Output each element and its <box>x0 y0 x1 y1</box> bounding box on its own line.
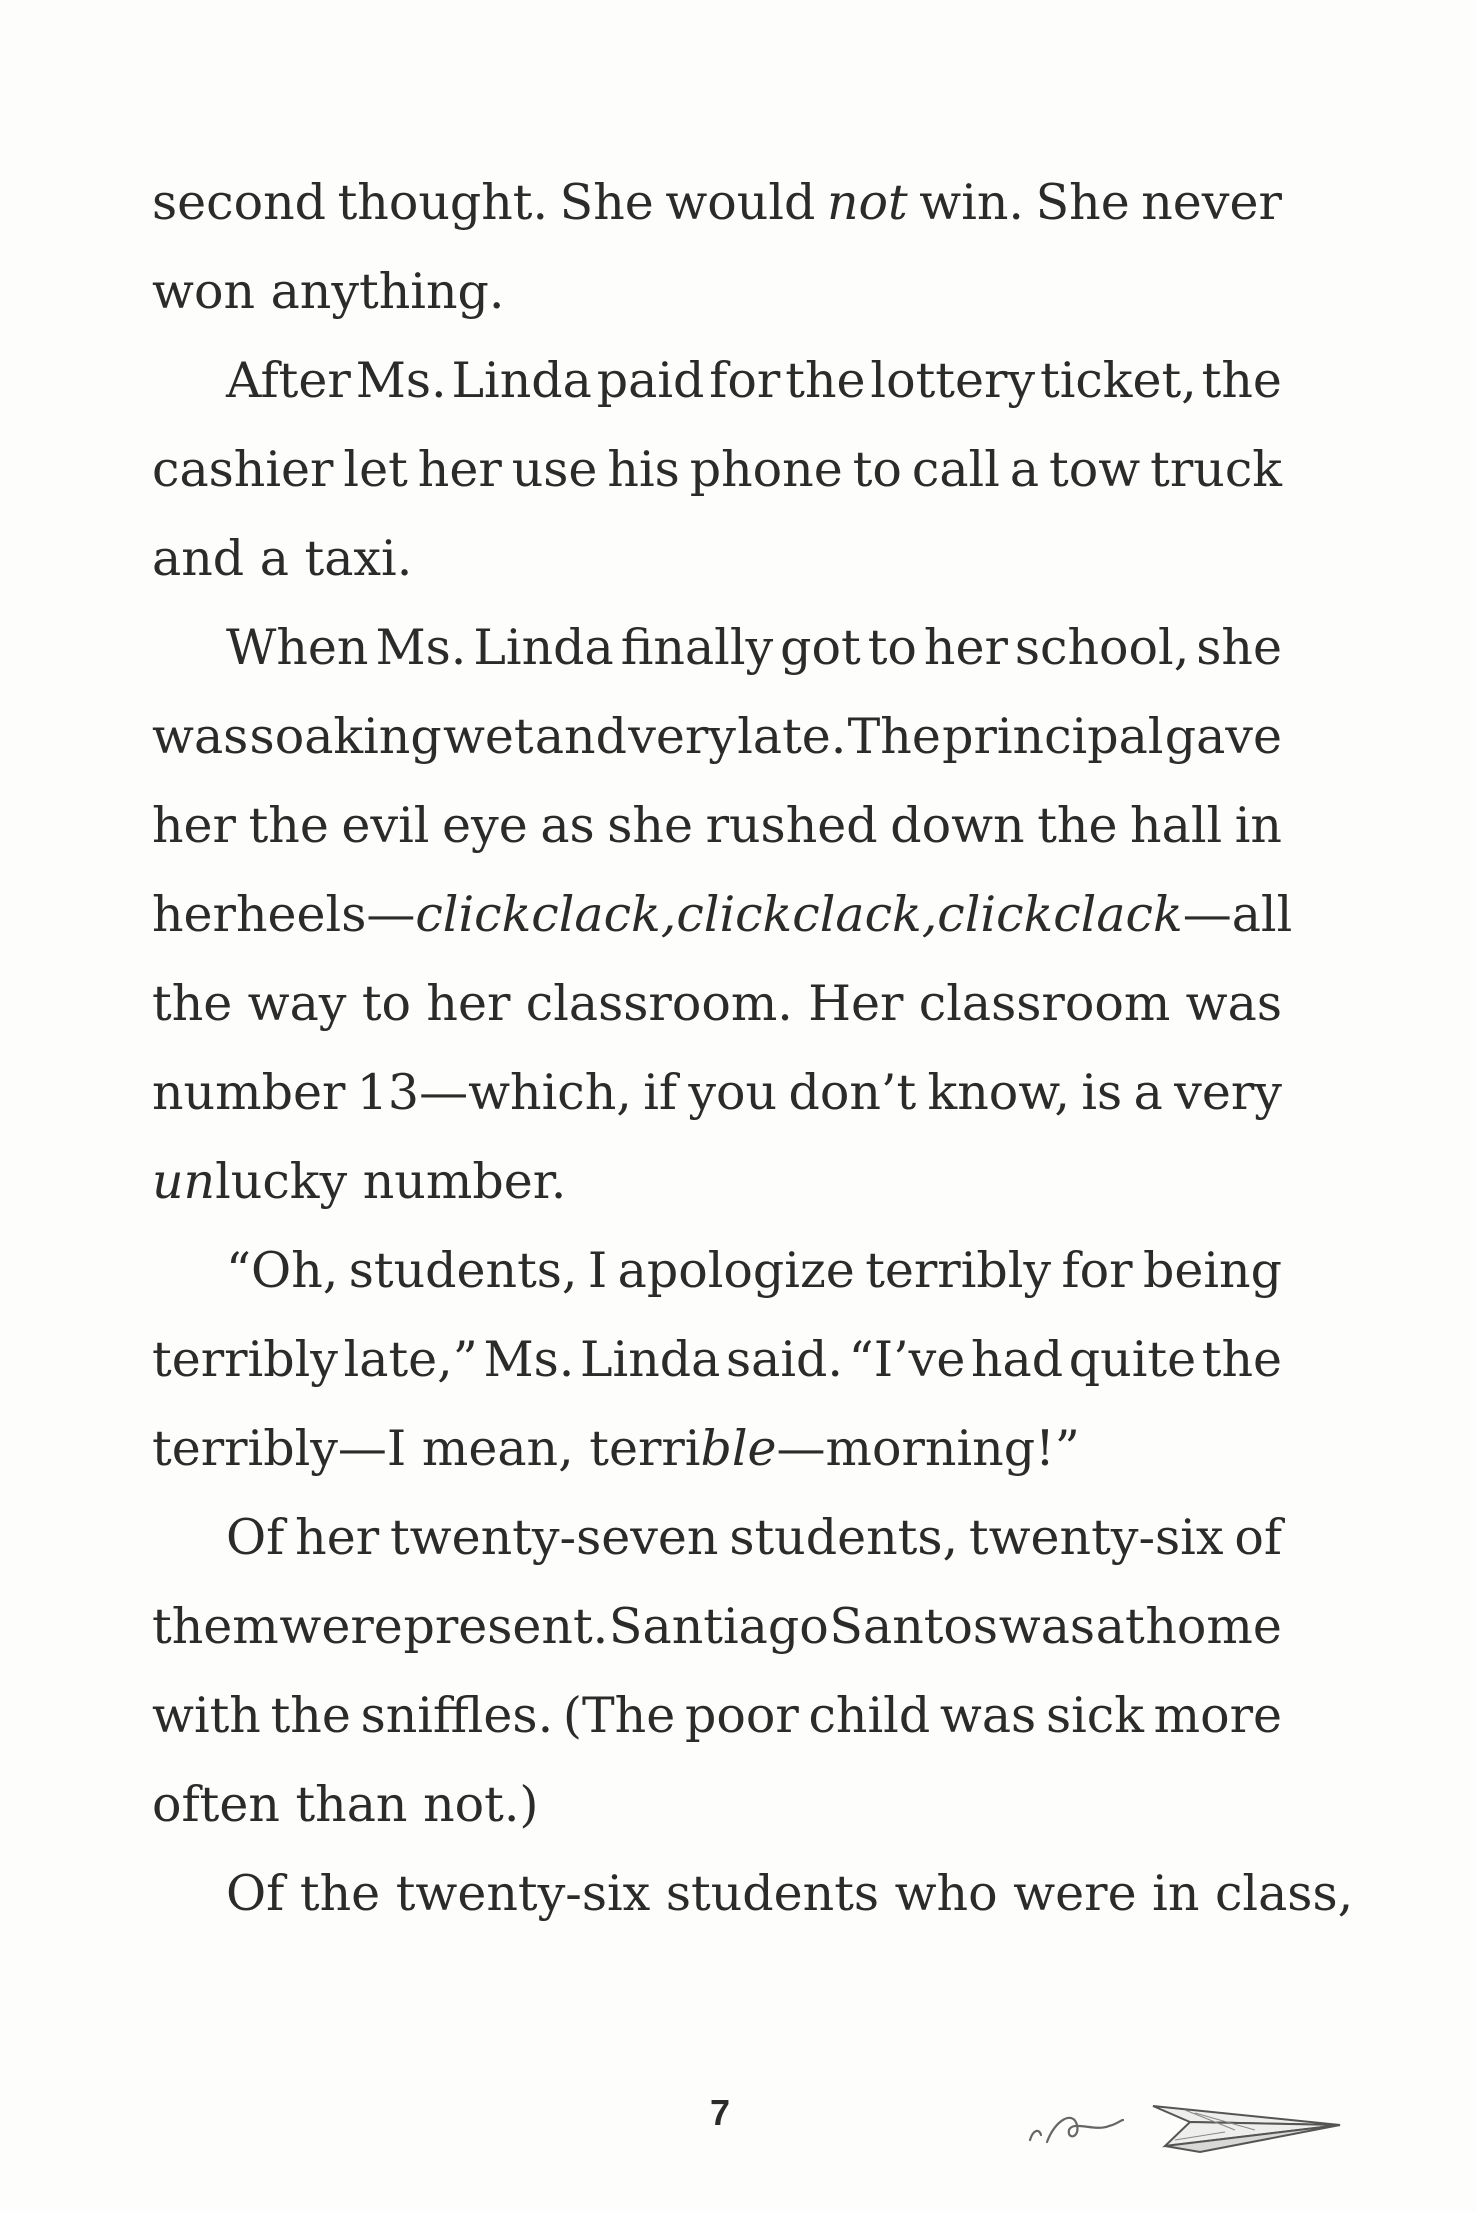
text-line: her the evil eye as she rushed down the hall in <box>152 797 1282 854</box>
text-line: with the sniffles. (The poor child was sick more <box>152 1687 1282 1744</box>
paragraph <box>152 336 1282 603</box>
text-line: Of the twenty-six students who were in class, <box>226 1865 1354 1922</box>
text-line: the way to her classroom. Her classroom was <box>152 975 1282 1032</box>
text-line: and a taxi. <box>152 530 413 587</box>
text-line: unlucky number. <box>152 1153 567 1210</box>
text-line: cashier let her use his phone to call a tow truck <box>152 441 1282 498</box>
paragraph <box>152 158 1282 336</box>
paragraph <box>152 1493 1282 1849</box>
text-line: often than not.) <box>152 1776 539 1833</box>
text-line: After Ms. Linda paid for the lottery ticket, the <box>226 352 1282 409</box>
text-line: Of her twenty-seven students, twenty-six of <box>226 1509 1282 1566</box>
text-line: “Oh, students, I apologize terribly for being <box>226 1242 1282 1299</box>
airplane-shape <box>1153 2106 1340 2152</box>
page-number: 7 <box>709 2092 731 2133</box>
paragraph <box>152 603 1293 1226</box>
body-text <box>152 158 1354 1938</box>
flight-trail <box>1030 2118 1123 2142</box>
text-line: won anything. <box>152 263 505 320</box>
text-line: terribly—I mean, terrible—morning!” <box>152 1420 1080 1477</box>
paragraph <box>152 1226 1282 1493</box>
text-line: second thought. She would not win. She never <box>152 174 1282 231</box>
paper-airplane-icon <box>1025 2080 1345 2170</box>
paragraph <box>152 1849 1354 1938</box>
text-line: When Ms. Linda finally got to her school, she <box>226 619 1282 676</box>
text-line: them were present. Santiago Santos was at home <box>152 1598 1282 1655</box>
text-line: was soaking wet and very late. The principal gave <box>152 708 1282 765</box>
text-line: number 13—which, if you don’t know, is a very <box>152 1064 1282 1121</box>
text-line: terribly late,” Ms. Linda said. “I’ve had quite the <box>152 1331 1282 1388</box>
text-line: her heels—click clack, click clack, click clack—all <box>152 886 1293 943</box>
